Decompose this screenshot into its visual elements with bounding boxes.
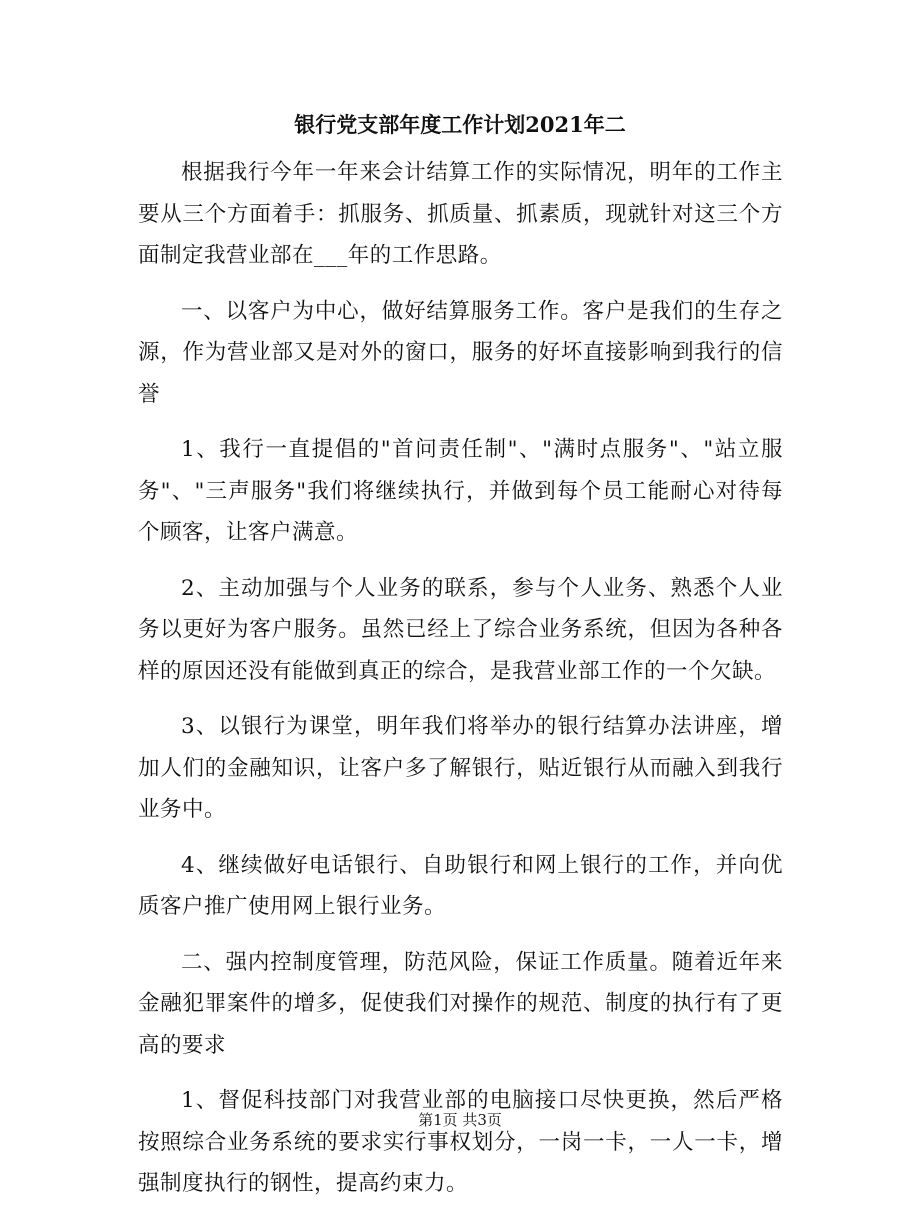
paragraph-item-1-2: 2、主动加强与个人业务的联系，参与个人业务、熟悉个人业务以更好为客户服务。虽然已经上了综合业务系统，但因为各种各样的原因还没有能做到真正的综合，是我营业部工作的一个欠缺。 <box>138 575 783 684</box>
document-title: 银行党支部年度工作计划2021年二 <box>294 112 626 137</box>
paragraph-section-2: 二、强内控制度管理，防范风险，保证工作质量。随着近年来金融犯罪案件的增多，促使我们对操作的规范、制度的执行有了更高的要求 <box>138 949 783 1058</box>
page-number-footer: 第1页 共3页 <box>418 1111 502 1129</box>
paragraph-item-1-1: 1、我行一直提倡的"首问责任制"、"满时点服务"、"站立服务"、"三声服务"我们将继续执行，并做到每个员工能耐心对待每个顾客，让客户满意。 <box>138 437 783 545</box>
document-body <box>138 152 783 1219</box>
paragraph-item-1-3: 3、以银行为课堂，明年我们将举办的银行结算办法讲座，增加人们的金融知识，让客户多了解银行，贴近银行从而融入到我行业务中。 <box>138 714 783 822</box>
paragraph-item-1-4: 4、继续做好电话银行、自助银行和网上银行的工作，并向优质客户推广使用网上银行业务。 <box>138 852 783 919</box>
paragraph-intro: 根据我行今年一年来会计结算工作的实际情况，明年的工作主要从三个方面着手：抓服务、抓质量、抓素质，现就针对这三个方面制定我营业部在___年的工作思路。 <box>138 160 783 268</box>
paragraph-section-1: 一、以客户为中心，做好结算服务工作。客户是我们的生存之源，作为营业部又是对外的窗口，服务的好坏直接影响到我行的信誉 <box>138 298 783 407</box>
paragraph-item-2-1: 1、督促科技部门对我营业部的电脑接口尽快更换，然后严格按照综合业务系统的要求实行事权划分，一岗一卡，一人一卡，增强制度执行的钢性，提高约束力。 <box>138 1088 783 1196</box>
